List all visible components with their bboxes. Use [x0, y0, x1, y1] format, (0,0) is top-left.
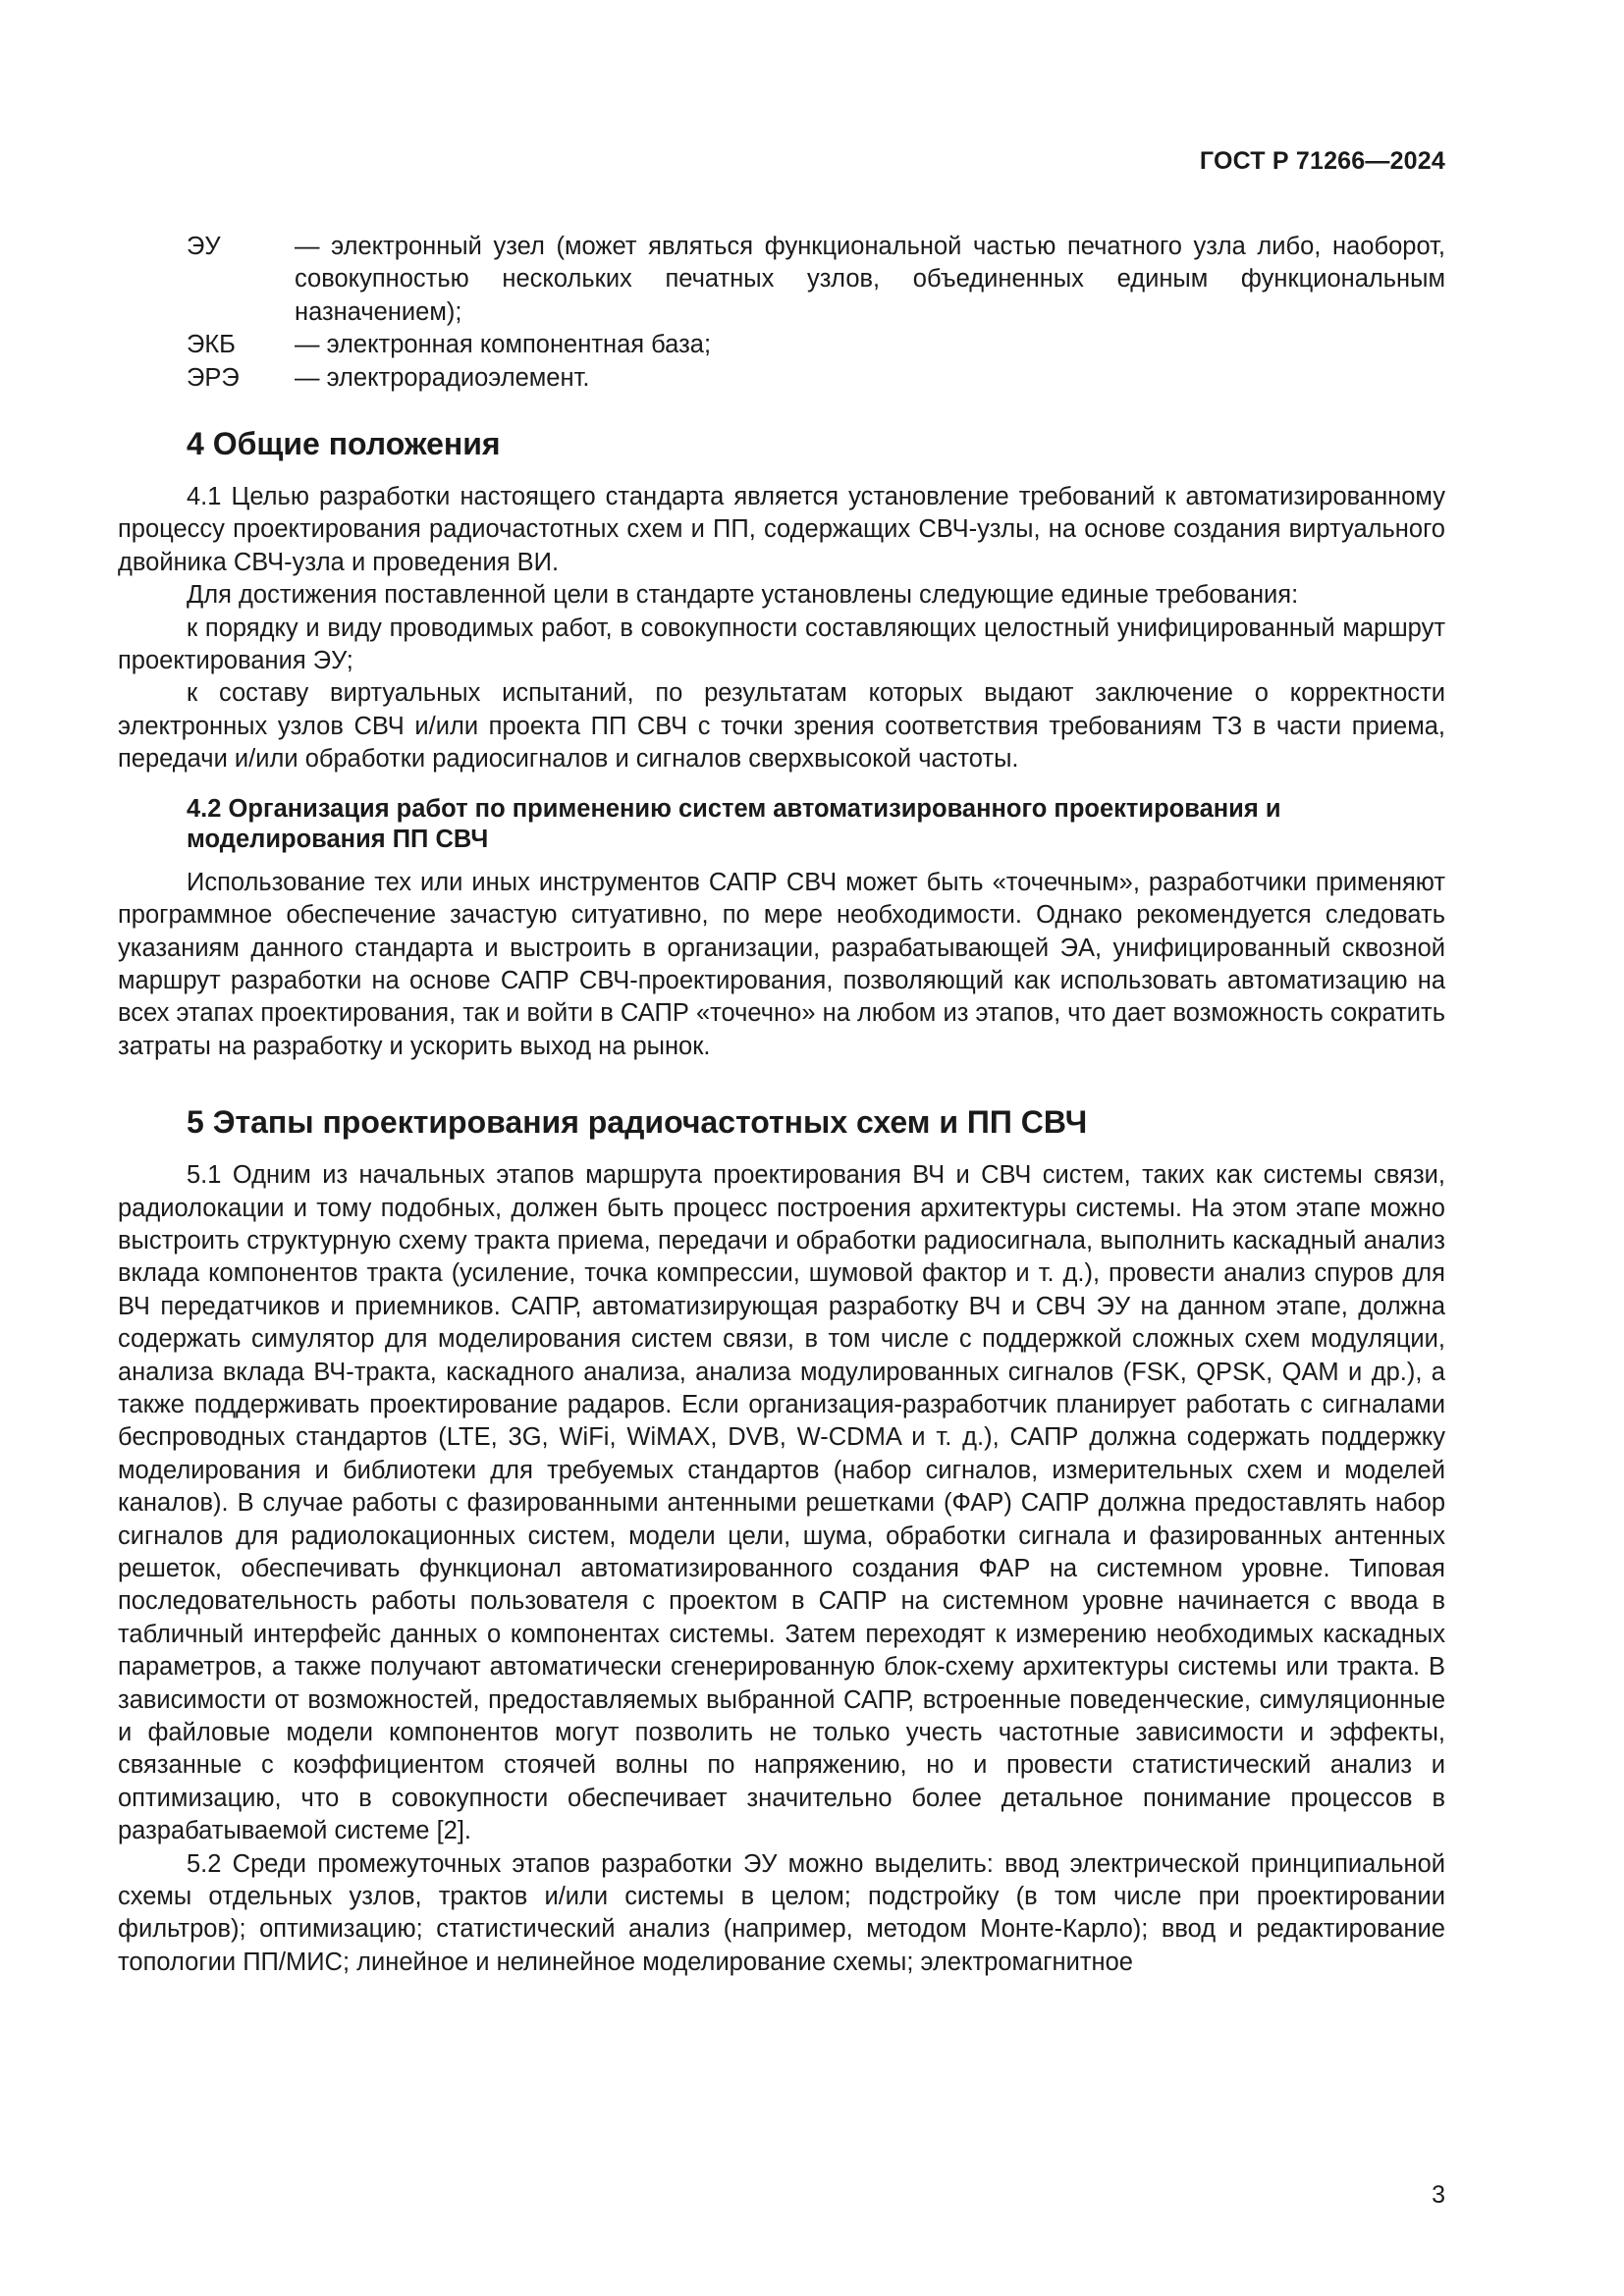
paragraph: Использование тех или иных инструментов САПР СВЧ может быть «точечным», разработчики применяют программное обеспечение зачастую ситуативно, по мере необходимости. Однако рекомендуется следовать указаниям данного стандарта и выстроить в организации, разрабатывающей ЭА, унифицированный сквозной маршрут разработки на основе САПР СВЧ-проектирования, позволяющий как использовать автоматизацию на всех этапах проектирования, так и войти в САПР «точечно» на любом из этапов, что дает возможность сократить затраты на разработку и ускорить выход на рынок. — [118, 868, 1445, 1060]
abbreviation-term: ЭРЭ — [187, 363, 240, 392]
paragraph: к порядку и виду проводимых работ, в совокупности составляющих целостный унифицированный маршрут проектирования ЭУ; — [118, 614, 1445, 675]
paragraph: 5.2 Среди промежуточных этапов разработки ЭУ можно выделить: ввод электрической принципиальной схемы отдельных узлов, трактов и/или системы в целом; подстройку (в том числе при проектировании фильтров); оптимизацию; статистический анализ (например, методом Монте-Карло); ввод и редактирование топологии ПП/МИС; линейное и нелинейное моделирование схемы; электромагнитное — [118, 1849, 1445, 1976]
abbreviation-entry — [118, 329, 1445, 361]
abbreviation-term: ЭКБ — [187, 331, 236, 359]
abbreviation-definition: — электрорадиоэлемент. — [295, 363, 590, 392]
paragraph: Для достижения поставленной цели в стандарте установлены следующие единые требования: — [187, 581, 1299, 610]
abbreviation-definition: — электронная компонентная база; — [295, 331, 712, 359]
paragraph: 4.1 Целью разработки настоящего стандарта является установление требований к автоматизированному процессу проектирования радиочастотных схем и ПП, содержащих СВЧ-узлы, на основе создания виртуального двойника СВЧ-узла и проведения ВИ. — [118, 483, 1445, 576]
page-number: 3 — [1432, 2181, 1445, 2209]
section-5-heading: 5 Этапы проектирования радиочастотных схем и ПП СВЧ — [187, 1104, 1088, 1141]
subsection-4-2-heading: 4.2 Организация работ по применению систем автоматизированного проектирования и моделирования ПП СВЧ — [187, 794, 1281, 853]
abbreviation-definition: — электронный узел (может являться функциональной частью печатного узла либо, наоборот, совокупностью нескольких печатных узлов, объединенных единым функциональным назначением); — [295, 233, 1445, 326]
section-4-heading: 4 Общие положения — [187, 426, 501, 462]
paragraph: к составу виртуальных испытаний, по результатам которых выдают заключение о корректности электронных узлов СВЧ и/или проекта ПП СВЧ с точки зрения соответствия требованиям ТЗ в части приема, передачи и/или обработки радиосигналов и сигналов сверхвысокой частоты. — [118, 679, 1445, 774]
abbreviation-entry — [118, 362, 1445, 395]
abbreviation-term: ЭУ — [187, 233, 221, 260]
document-header: ГОСТ Р 71266—2024 — [1199, 147, 1445, 175]
abbreviation-entry — [118, 231, 1445, 329]
paragraph: 5.1 Одним из начальных этапов маршрута проектирования ВЧ и СВЧ систем, таких как системы связи, радиолокации и тому подобных, должен быть процесс построения архитектуры системы. На этом этапе можно выстроить структурную схему тракта приема, передачи и обработки радиосигнала, выполнить каскадный анализ вклада компонентов тракта (усиление, точка компрессии, шумовой фактор и т. д.), провести анализ спуров для ВЧ передатчиков и приемников. САПР, автоматизирующая разработку ВЧ и СВЧ ЭУ на данном этапе, должна содержать симулятор для моделирования систем связи, в том числе с поддержкой сложных схем модуляции, анализа вклада ВЧ-тракта, каскадного анализа, анализа модулированных сигналов (FSK, QPSK, QAM и др.), а также поддерживать проектирование радаров. Если организация-разработчик планирует работать с сигналами беспроводных стандартов (LTE, 3G, WiFi, WiMAX, DVB, W-CDMA и т. д.), САПР должна содержать поддержку моделирования и библиотеки для требуемых стандартов (набор сигналов, измерительных схем и моделей каналов). В случае работы с фазированными антенными решетками (ФАР) САПР должна предоставлять набор сигналов для радиолокационных систем, модели цели, шума, обработки сигнала и фазированных антенных решеток, обеспечивать функционал автоматизированного создания ФАР на системном уровне. Типовая последовательность работы пользователя с проектом в САПР на системном уровне начинается с ввода в табличный интерфейс данных о компонентах системы. Затем переходят к измерению необходимых каскадных параметров, а также получают автоматически сгенерированную блок-схему архитектуры системы или тракта. В зависимости от возможностей, предоставляемых выбранной САПР, встроенные поведенческие, симуляционные и файловые модели компонентов могут позволить не только учесть частотные зависимости и эффекты, связанные с коэффициентом стоячей волны по напряжению, но и провести статистический анализ и оптимизацию, что в совокупности обеспечивает значительно более детальное понимание процессов в разрабатываемой системе [2]. — [118, 1161, 1445, 1845]
document-body — [118, 231, 1445, 1979]
